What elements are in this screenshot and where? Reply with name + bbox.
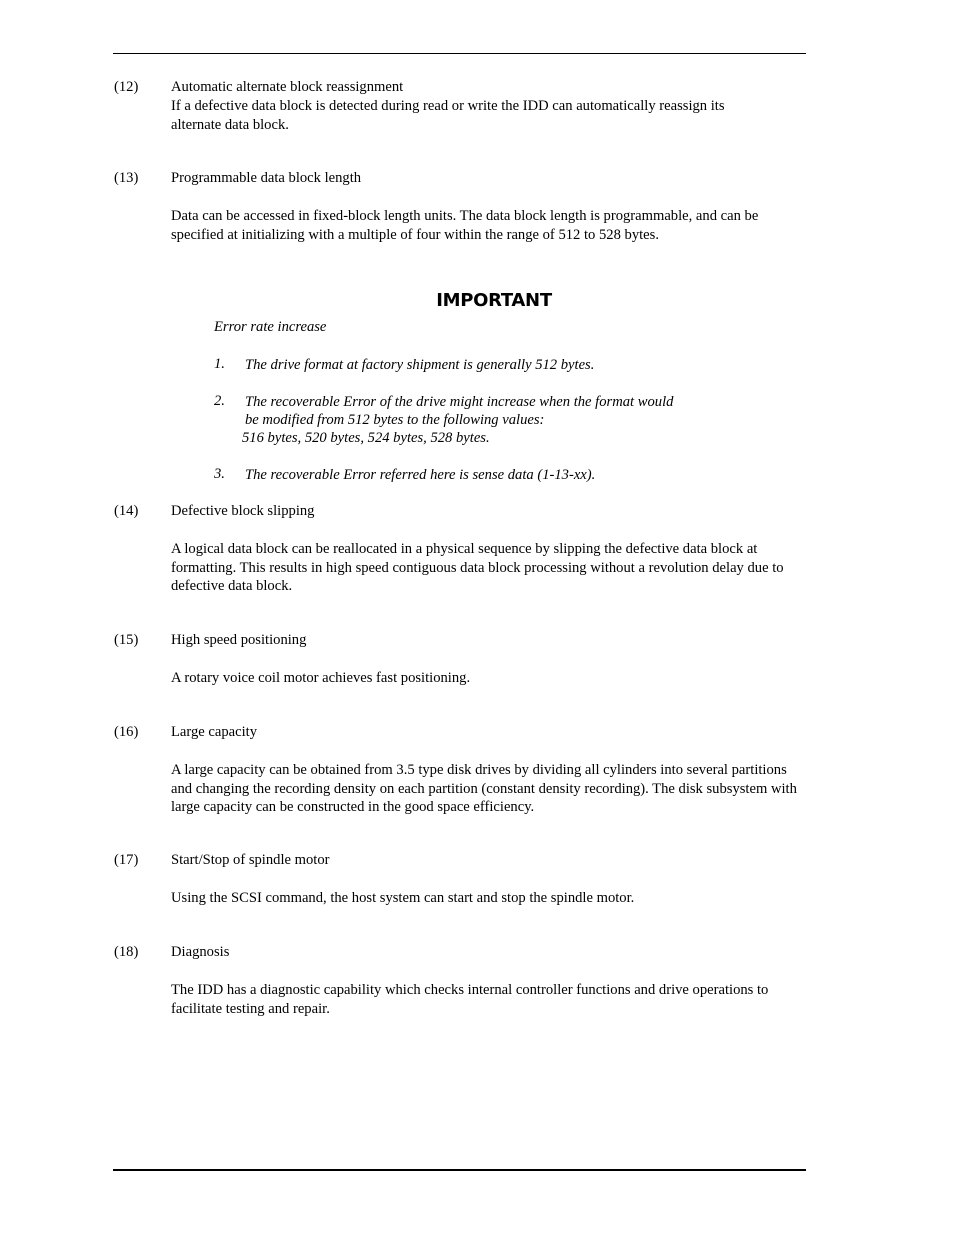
important-subtitle: Error rate increase: [214, 319, 327, 335]
point-text: The drive format at factory shipment is generally 512 bytes.: [245, 357, 595, 373]
item-heading: Start/Stop of spindle motor: [171, 852, 330, 868]
item-body: A logical data block can be reallocated in a physical sequence by slipping the defective data block at formatting. This results in high speed contiguous data block processing without a revolution delay due to defective data block.: [171, 541, 784, 594]
item-number: (14): [114, 503, 139, 519]
item-body: The IDD has a diagnostic capability which checks internal controller functions and drive operations to facilitate testing and repair.: [171, 982, 769, 1017]
item-heading: Programmable data block length: [171, 170, 362, 186]
header-rule: [113, 53, 806, 54]
item-number: (12): [114, 79, 139, 95]
point-text: 516 bytes, 520 bytes, 524 bytes, 528 bytes.: [242, 430, 490, 446]
item-heading: High speed positioning: [171, 632, 307, 648]
item-heading: Diagnosis: [171, 944, 230, 960]
item-body: Data can be accessed in fixed-block length units. The data block length is programmable, and can be specified at initializing with a multiple of four within the range of 512 to 528 bytes.: [171, 208, 759, 243]
item-heading: Defective block slipping: [171, 503, 315, 519]
item-number: (16): [114, 724, 139, 740]
point-text: be modified from 512 bytes to the following values:: [245, 412, 545, 428]
point-number: 3.: [214, 466, 225, 482]
item-body: A large capacity can be obtained from 3.5 type disk drives by dividing all cylinders into several partitions and changing the recording density on each partition (constant density recording). The disk subsystem with large capacity can be constructed in the good space efficiency.: [171, 762, 797, 815]
point-text: The recoverable Error referred here is sense data (1-13-xx).: [245, 467, 596, 483]
item-body: Using the SCSI command, the host system can start and stop the spindle motor.: [171, 890, 635, 906]
point-text: The recoverable Error of the drive might increase when the format would: [245, 394, 674, 410]
item-heading: Automatic alternate block reassignment: [171, 79, 404, 95]
item-number: (13): [114, 170, 139, 186]
point-number: 1.: [214, 356, 225, 372]
item-number: (18): [114, 944, 139, 960]
item-body: A rotary voice coil motor achieves fast positioning.: [171, 670, 471, 686]
footer-rule: [113, 1169, 806, 1171]
item-body: If a defective data block is detected during read or write the IDD can automatically reassign its alternate data block.: [171, 98, 725, 133]
important-title: IMPORTANT: [436, 290, 552, 311]
point-number: 2.: [214, 393, 225, 409]
item-number: (15): [114, 632, 139, 648]
item-heading: Large capacity: [171, 724, 258, 740]
item-number: (17): [114, 852, 139, 868]
